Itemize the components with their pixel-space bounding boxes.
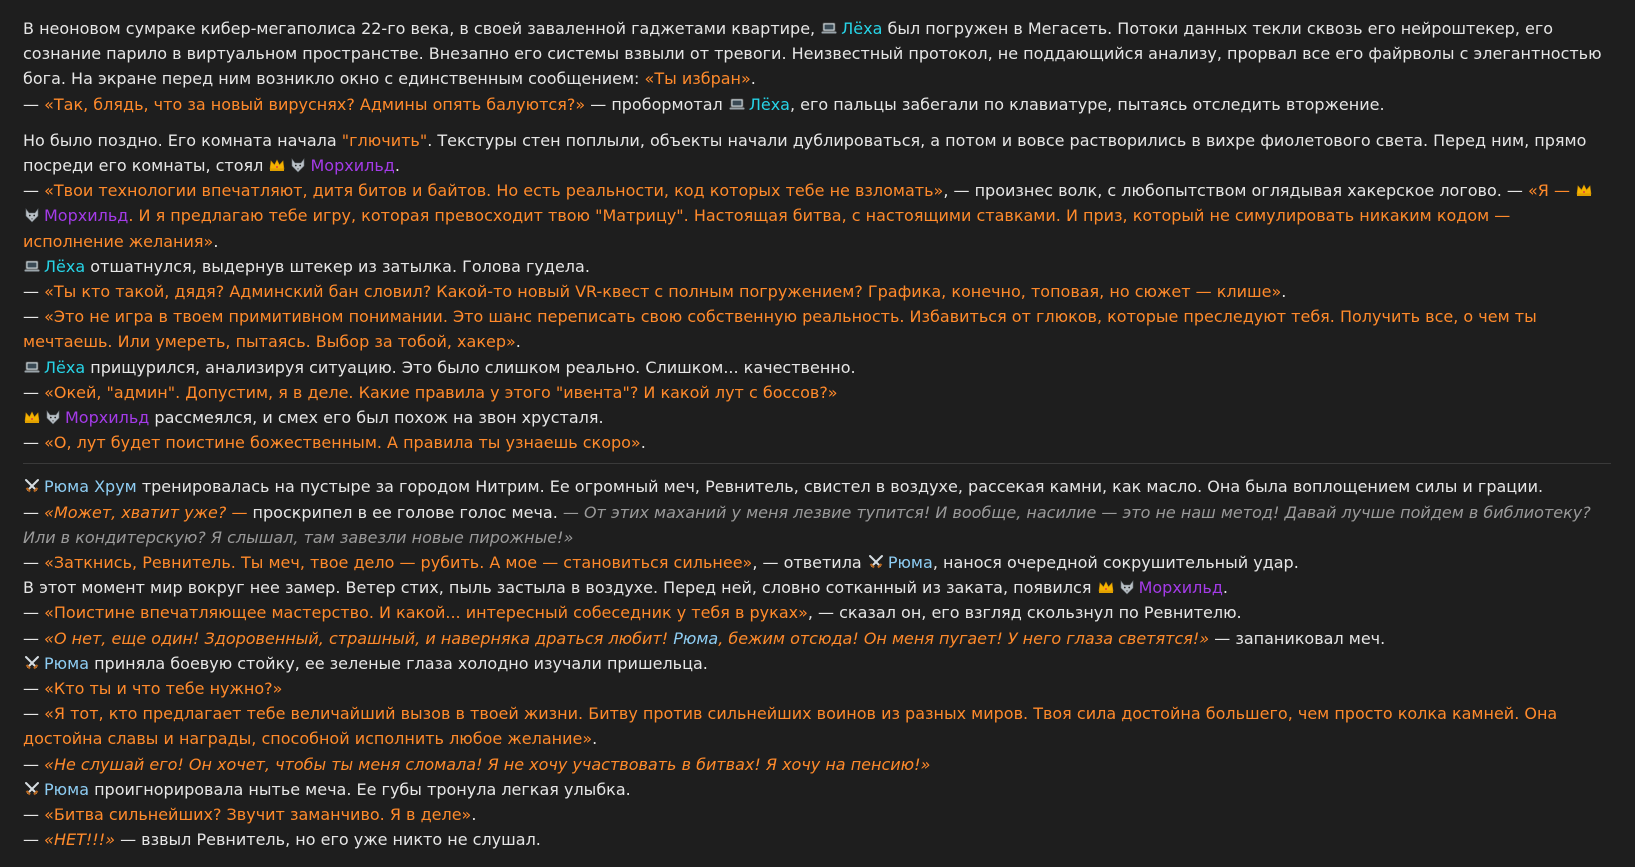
speech-text: «Окей, "админ". Допустим, я в деле. Какие правила у этого "ивента"? И какой лут с боссов?» — [44, 382, 838, 402]
character-icon-group — [820, 19, 841, 38]
dialogue-line: — «Так, блядь, что за новый вируснях? Админы опять балуются?» — пробормотал Лёха, его пальцы забегали по клавиатуре, пытаясь отследить вторжение. — [23, 94, 1385, 114]
sword-speech-text: , бежим отсюда! Он меня пугает! У него глаза светятся!» — [718, 628, 1210, 648]
sword-speech-text: «НЕТ!!!» — [44, 830, 115, 850]
dialogue-line: — «НЕТ!!!» — взвыл Ревнитель, но его уже никто не слушал. — [23, 830, 541, 850]
dialogue-line: — «Это не игра в твоем примитивном понимании. Это шанс переписать свою собственную реальность. Избавиться от глюков, которые преследуют тебя. Получить все, о чем ты мечтаешь. Или умереть, пытаясь. Выбор за тобой, хакер». — [23, 307, 1537, 352]
speech-text: «Заткнись, Ревнитель. Ты меч, твое дело — рубить. А мое — становиться сильнее» — [44, 553, 753, 573]
speech-text: «О, лут будет поистине божественным. А правила ты узнаешь скоро» — [44, 433, 641, 453]
crown-icon — [1097, 578, 1115, 596]
dialogue-line: — «Поистине впечатляющее мастерство. И какой... интересный собеседник у тебя в руках», — сказал он, его взгляд скользнул по Ревнителю. — [23, 603, 1242, 623]
dialogue-line: — «Кто ты и что тебе нужно?» — [23, 679, 283, 699]
character-name-lexa: Лёха — [44, 256, 86, 276]
character-icon-group — [867, 553, 888, 572]
speech-text: «Битва сильнейших? Звучит заманчиво. Я в деле» — [44, 805, 472, 825]
speech-text: «Твои технологии впечатляют, дитя битов и байтов. Но есть реальности, код которых тебе не взломать» — [44, 181, 944, 201]
crown-icon — [23, 408, 41, 426]
sword-speech-text: «Может, хватит уже? — — [44, 502, 248, 522]
dialogue-line: — «О нет, еще один! Здоровенный, страшный, и наверняка драться любит! Рюма, бежим отсюда! Он меня пугает! У него глаза светятся!» — запаниковал меч. — [23, 628, 1386, 648]
dialogue-line: — «Твои технологии впечатляют, дитя битов и байтов. Но есть реальности, код которых тебе не взломать», — произнес волк, с любопытством оглядывая хакерское логово. — «Я — Морхильд. И я предлагаю тебе игру, которая превосходит твою "Матрицу". Настоящая битва, с настоящими ставками. И приз, который не симулировать никаким кодом — исполнение желания». — [23, 178, 1611, 254]
dialogue-line: — «О, лут будет поистине божественным. А правила ты узнаешь скоро». — [23, 433, 646, 453]
wolf-icon — [44, 408, 62, 426]
narration-line: Лёха отшатнулся, выдернув штекер из затылка. Голова гудела. — [23, 254, 1611, 279]
character-name-ryuma: Рюма — [44, 653, 89, 673]
crossed-swords-icon — [23, 780, 41, 798]
narration-line: Морхильд рассмеялся, и смех его был похож на звон хрусталя. — [23, 405, 1611, 430]
character-name-ryuma: Рюма Хрум — [44, 477, 137, 497]
speech-text: «Ты кто такой, дядя? Админский бан словил? Какой-то новый VR-квест с полным погружением? Графика, конечно, топовая, но сюжет — клише» — [44, 282, 1282, 302]
character-name-lexa: Лёха — [44, 357, 86, 377]
crossed-swords-icon — [867, 553, 885, 571]
dialogue-line: — «Я тот, кто предлагает тебе величайший вызов в твоей жизни. Битву против сильнейших воинов из разных миров. Твоя сила достойна большего, чем просто колка камней. Она достойна славы и награды, способной исполнить любое желание». — [23, 704, 1558, 749]
speech-text: «Так, блядь, что за новый вируснях? Админы опять балуются?» — [44, 94, 586, 114]
character-name-ryuma: Рюма — [673, 628, 719, 648]
laptop-icon — [728, 95, 746, 113]
sword-speech-text: «Не слушай его! Он хочет, чтобы ты меня сломала! Я не хочу участвовать в битвах! Я хочу на пенсию!» — [44, 754, 931, 774]
speech-text: «Я тот, кто предлагает тебе величайший вызов в твоей жизни. Битву против сильнейших воинов из разных миров. Твоя сила достойна большего, чем просто колка камней. Она достойна славы и награды, способной исполнить любое желание» — [23, 704, 1558, 749]
character-icon-group — [728, 95, 749, 114]
wolf-icon — [23, 206, 41, 224]
narration-line: В этот момент мир вокруг нее замер. Ветер стих, пыль застыла в воздухе. Перед ней, словно сотканный из заката, появился Морхильд. — [23, 578, 1228, 598]
character-icon-group — [23, 358, 44, 377]
character-icon-group — [23, 477, 44, 496]
narration-paragraph: В неоновом сумраке кибер-мегаполиса 22-го века, в своей заваленной гаджетами квартире, Лёха был погружен в Мегасеть. Потоки данных текли сквозь его нейроштекер, его сознание парило в виртуальном пространстве. Внезапно его системы взвыли от тревоги. Неизвестный протокол, не поддающийся анализу, прорвал все его файрволы с элегантностью бога. На экране перед ним возникло окно с единственным сообщением: «Ты избран». — [23, 19, 1602, 89]
laptop-icon — [820, 19, 838, 37]
narration-line: Лёха прищурился, анализируя ситуацию. Это было слишком реально. Слишком... качественно. — [23, 355, 1611, 380]
dialogue-line: — «Ты кто такой, дядя? Админский бан словил? Какой-то новый VR-квест с полным погружением? Графика, конечно, топовая, но сюжет — клише». — [23, 282, 1287, 302]
dialogue-line: — «Окей, "админ". Допустим, я в деле. Какие правила у этого "ивента"? И какой лут с боссов?» — [23, 382, 838, 402]
narration-line: Рюма проигнорировала нытье меча. Ее губы тронула легкая улыбка. — [23, 777, 1611, 802]
speech-text: «Кто ты и что тебе нужно?» — [44, 679, 283, 699]
speech-text: «Это не игра в твоем примитивном понимании. Это шанс переписать свою собственную реальность. Избавиться от глюков, которые преследуют тебя. Получить все, о чем ты мечтаешь. Или умереть, пытаясь. Выбор за тобой, хакер» — [23, 307, 1537, 352]
character-icon-group — [1097, 578, 1139, 597]
wolf-icon — [289, 156, 307, 174]
narration-line: Рюма Хрум тренировалась на пустыре за городом Нитрим. Ее огромный меч, Ревнитель, свистел в воздухе, рассекая камни, как масло. Она была воплощением силы и грации. — [23, 474, 1611, 499]
narration-line: Рюма приняла боевую стойку, ее зеленые глаза холодно изучали пришельца. — [23, 651, 1611, 676]
narration-paragraph: Но было поздно. Его комната начала "глючить". Текстуры стен поплыли, объекты начали дублироваться, а потом и вовсе растворились в вихре фиолетового света. Перед ним, прямо посреди его комнаты, стоял Морхильд. — [23, 130, 1587, 176]
speech-text: . И я предлагаю тебе игру, которая превосходит твою "Матрицу". Настоящая битва, с настоящими ставками. И приз, который не симулировать никаким кодом — исполнение желания» — [23, 206, 1511, 251]
sword-thought-text: — От этих маханий у меня лезвие тупится! И вообще, насилие — это не наш метод! Давай лучше пойдем в библиотеку? Или в кондитерскую? Я слышал, там завезли новые пирожные!» — [23, 502, 1591, 547]
character-name-ryuma: Рюма — [44, 779, 89, 799]
speech-text: "глючить" — [341, 130, 428, 150]
wolf-icon — [1118, 578, 1136, 596]
laptop-icon — [23, 358, 41, 376]
crown-icon — [268, 156, 286, 174]
character-name-morhild: Морхильд — [1138, 578, 1223, 598]
character-name-morhild: Морхильд — [310, 156, 395, 176]
speech-text: «Я — — [1528, 181, 1576, 201]
character-icon-group — [23, 780, 44, 799]
character-name-morhild: Морхильд — [65, 408, 150, 428]
dialogue-line: — «Заткнись, Ревнитель. Ты меч, твое дело — рубить. А мое — становиться сильнее», — ответила Рюма, нанося очередной сокрушительный удар. — [23, 553, 1299, 573]
dialogue-line: — «Битва сильнейших? Звучит заманчиво. Я в деле». — [23, 805, 477, 825]
character-icon-group — [23, 654, 44, 673]
character-name-lexa: Лёха — [841, 19, 883, 38]
message-divider — [23, 463, 1611, 464]
character-icon-group — [23, 408, 65, 427]
crossed-swords-icon — [23, 654, 41, 672]
character-name-morhild: Морхильд — [44, 206, 129, 226]
crown-icon — [1575, 181, 1593, 199]
character-name-ryuma: Рюма — [887, 553, 933, 573]
character-name-lexa: Лёха — [748, 94, 790, 114]
character-icon-group — [23, 257, 44, 276]
sword-speech-text: «О нет, еще один! Здоровенный, страшный, и наверняка драться любит! — [44, 628, 674, 648]
laptop-icon — [23, 257, 41, 275]
dialogue-line: — «Может, хватит уже? — проскрипел в ее голове голос меча. — От этих маханий у меня лезвие тупится! И вообще, насилие — это не наш метод! Давай лучше пойдем в библиотеку? Или в кондитерскую? Я слышал, там завезли новые пирожные!» — [23, 502, 1591, 547]
crossed-swords-icon — [23, 477, 41, 495]
character-icon-group — [268, 156, 310, 175]
speech-text: «Поистине впечатляющее мастерство. И какой... интересный собеседник у тебя в руках» — [44, 603, 808, 623]
speech-text: «Ты избран» — [644, 69, 751, 89]
dialogue-line: — «Не слушай его! Он хочет, чтобы ты меня сломала! Я не хочу участвовать в битвах! Я хочу на пенсию!» — [23, 754, 931, 774]
